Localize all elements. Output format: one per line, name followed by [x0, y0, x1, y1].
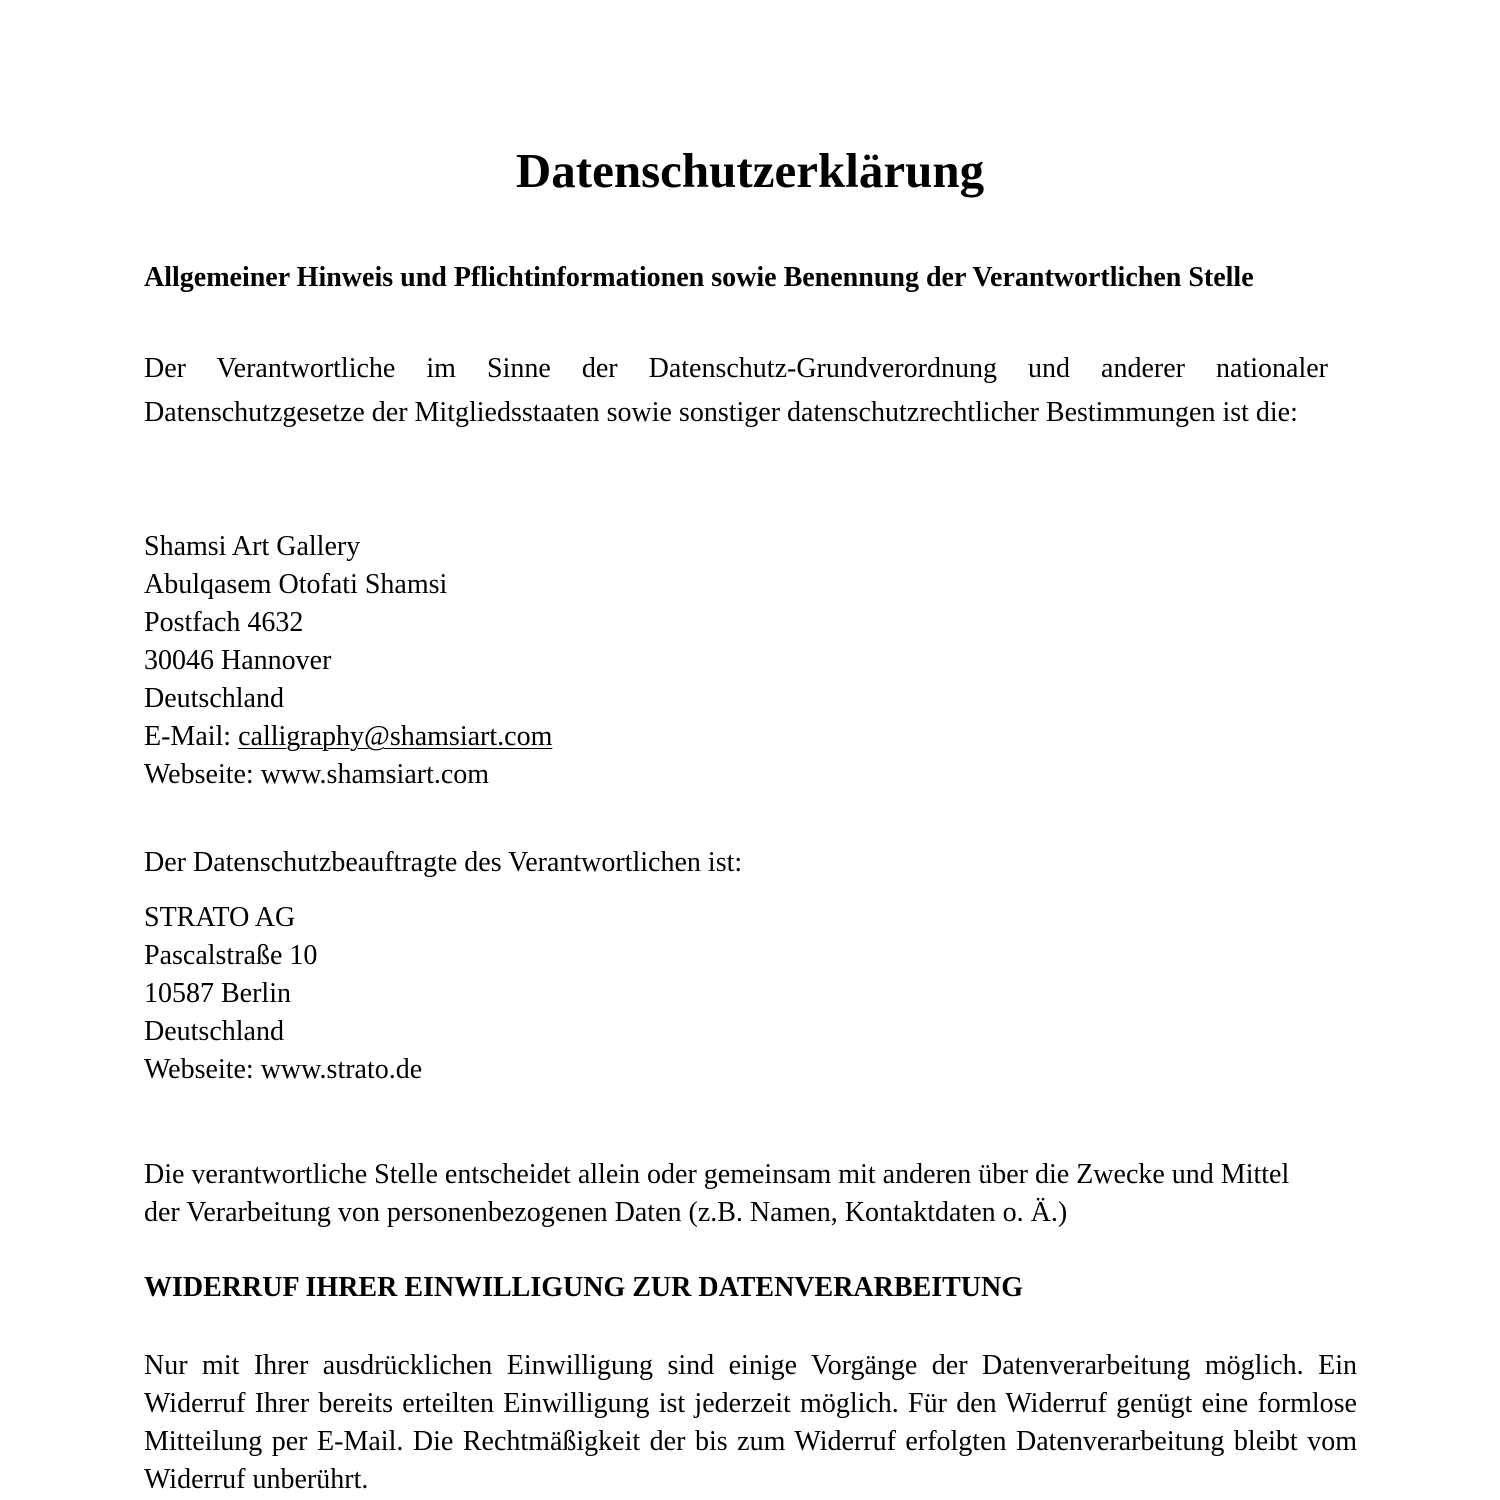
dpo-city: 10587 Berlin — [144, 978, 291, 1009]
controller-country: Deutschland — [144, 683, 284, 714]
controller-email-line — [144, 718, 552, 756]
dpo-name: STRATO AG — [144, 902, 296, 933]
controller-city: 30046 Hannover — [144, 645, 332, 676]
controller-name: Shamsi Art Gallery — [144, 531, 361, 562]
dpo-intro: Der Datenschutzbeauftragte des Verantwortlichen ist: — [144, 847, 743, 878]
controller-person: Abulqasem Otofati Shamsi — [144, 569, 448, 600]
email-label: E-Mail: — [144, 721, 239, 752]
dpo-country: Deutschland — [144, 1016, 284, 1047]
controller-intro-paragraph: Der Verantwortliche im Sinne der Datenschutz-Grundverordnung und anderer nationaler Datenschutzgesetze der Mitgliedsstaaten sowie sonstiger datenschutzrechtlicher Bestimmungen ist die: — [144, 353, 1328, 428]
controller-address-block — [144, 528, 552, 794]
dpo-address-block — [144, 899, 422, 1089]
document-title: Datenschutzerklärung — [515, 143, 985, 198]
dpo-street: Pascalstraße 10 — [144, 940, 318, 971]
controller-postbox: Postfach 4632 — [144, 607, 304, 638]
email-link[interactable]: calligraphy@shamsiart.com — [238, 721, 553, 752]
purpose-paragraph: Die verantwortliche Stelle entscheidet allein oder gemeinsam mit anderen über die Zwecke und Mittel der Verarbeitung von personenbezogenen Daten (z.B. Namen, Kontaktdaten o. Ä.) — [144, 1159, 1290, 1228]
section-heading-general: Allgemeiner Hinweis und Pflichtinformationen sowie Benennung der Verantwortlichen Stelle — [144, 262, 1254, 293]
section-heading-consent-revocation: WIDERRUF IHRER EINWILLIGUNG ZUR DATENVERARBEITUNG — [144, 1272, 1024, 1303]
consent-revocation-paragraph: Nur mit Ihrer ausdrücklichen Einwilligung sind einige Vorgänge der Datenverarbeitung möglich. Ein Widerruf Ihrer bereits erteilten Einwilligung ist jederzeit möglich. Für den Widerruf genügt eine formlose Mitteilung per E-Mail. Die Rechtmäßigkeit der bis zum Widerruf erfolgten Datenverarbeitung bleibt vom Widerruf unberührt. — [144, 1350, 1357, 1495]
dpo-website: Webseite: www.strato.de — [144, 1054, 423, 1085]
controller-website: Webseite: www.shamsiart.com — [144, 759, 490, 790]
